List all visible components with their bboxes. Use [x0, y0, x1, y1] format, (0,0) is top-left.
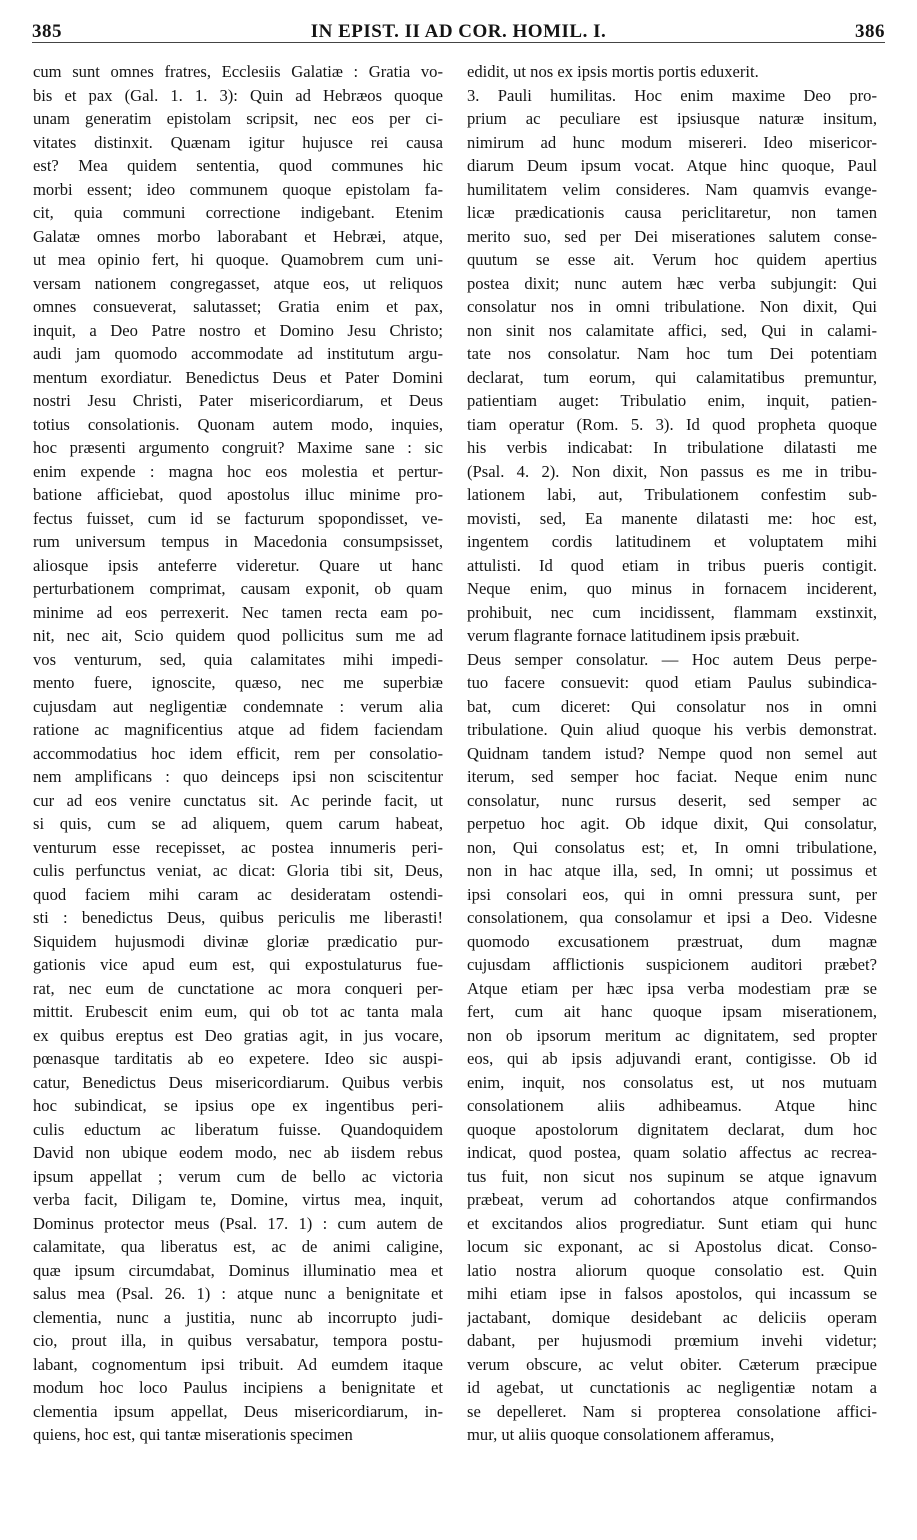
text-line: 3. Pauli humilitas. Hoc enim maxime Deo pro- [467, 85, 877, 105]
text-line: rum universum tempus in Macedonia consumpsisset, [33, 532, 443, 551]
text-line: merito suo, sed per Dei miserationes salutem conse- [467, 226, 877, 246]
text-line: totius consolationis. Quonam autem modo, inquies, [33, 414, 443, 434]
text-line: tus fuit, non sicut nos supinum se atque ignavum [467, 1166, 877, 1186]
text-line: movisti, sed, Ea manente dilatasti me: hoc est, [467, 508, 877, 528]
text-line: quæ ipsum circumdabat, Dominus illuminatio mea et [33, 1260, 443, 1280]
text-line: ex quibus ereptus est Deo gratias agit, in jus vocare, [33, 1025, 443, 1045]
text-line: mento fuere, ignoscite, quæso, nec me superbiæ [33, 673, 443, 692]
page-number-left: 385 [32, 21, 62, 42]
text-line: batione afficiebat, quod apostolus illuc minime pro- [33, 485, 443, 504]
text-line: aliosque ipsis anteferre videretur. Quare ut hanc [33, 555, 443, 575]
text-line: Atque etiam per hæc ipsa verba modestiam præ se [467, 978, 877, 998]
text-line: sti : benedictus Deus, quibus periculis me liberasti! [33, 908, 443, 927]
text-line: versam nationem congregasset, atque eos, ut reliquos [33, 273, 443, 293]
text-line: enim, inquit, nos consolatus est, ut nos mutuam [467, 1072, 877, 1092]
text-line: licæ prædicationis causa periclitaretur, non tamen [467, 203, 877, 222]
text-line: non, Qui consolatus est; et, In omni tribulatione, [467, 837, 877, 857]
text-line: prohibuit, nec cum incidissent, flammam exstinxit, [467, 602, 877, 622]
text-line: David non ubique eodem modo, nec ab iisdem rebus [33, 1143, 443, 1162]
text-line: nit, nec ait, Scio quidem quod pollicitus sum me ad [33, 626, 443, 645]
text-line: se depelleret. Nam si propterea consolatione affici- [467, 1401, 877, 1421]
text-line: Neque enim, quo minus in fornacem inciderent, [467, 579, 877, 598]
text-line: culis perfunctus veniat, ac dicat: Gloria tibi sit, Deus, [33, 861, 443, 880]
text-line: calamitate, qua liberatus est, ac de animi caligine, [33, 1237, 443, 1256]
text-line: ratione ac magnificentius atque ad fidem faciendam [33, 720, 443, 739]
text-line: est? Mea quidem sententia, quod communes hic [33, 156, 443, 175]
text-line: unam generatim epistolam scripsit, nec eos per ci- [33, 109, 443, 128]
text-line: mentum exordiatur. Benedictus Deus et Pater Domini [33, 367, 443, 387]
text-line: salus mea (Psal. 26. 1) : atque nunc a benignitate et [33, 1284, 443, 1303]
text-line: cujusdam afflictionis suspicionem auditori præbet? [467, 955, 877, 974]
text-line: cujusdam aut negligentiæ condemnate : verum alia [33, 696, 443, 716]
page-number-right: 386 [855, 21, 885, 42]
text-line: tate nos consolatur. Nam hoc tum Dei potentiam [467, 344, 877, 363]
text-line: diarum Deum ipsum vocat. Atque hinc quoque, Paul [467, 156, 877, 175]
text-line: cur ad eos venire cunctatus sit. Ac perinde facit, ut [33, 790, 443, 810]
text-line: ut mea opinio fert, hi quoque. Quamobrem cum uni- [33, 250, 443, 269]
text-line: quiens, hoc est, qui tantæ miserationis specimen [33, 1425, 353, 1444]
text-line: attulisti. Id quod etiam in tribus pueris contigit. [467, 555, 877, 575]
text-line: Galatæ omnes morbo laborabant et Hebræi, atque, [33, 226, 443, 246]
text-line: perpetuo hoc agit. Ob idque dixit, Qui consolatur, [467, 814, 877, 833]
text-line: minime ad eos perrexerit. Nec tamen recta eam po- [33, 602, 443, 622]
text-line: pœnasque tarditatis ab eo expetere. Ideo sic auspi- [33, 1049, 443, 1068]
text-line: patientiam auget: Tribulatio enim, inquit, patien- [467, 391, 877, 410]
text-line: non ob ipsorum meritum ac dignitatem, sed propter [467, 1025, 877, 1045]
text-line: accommodatius hoc idem efficit, rem per consolatio- [33, 743, 443, 763]
text-line: cio, prout illa, in quibus versabatur, tempora postu- [33, 1331, 443, 1350]
text-line: Quidnam tandem istud? Nempe quod non semel aut [467, 743, 877, 763]
text-line: et excitandos alios progrediatur. Sunt etiam qui hunc [467, 1213, 877, 1233]
text-line: mur, ut aliis quoque consolationem afferamus, [467, 1425, 775, 1444]
text-line: si quis, cum se ad aliquem, quem carum habeat, [33, 814, 443, 833]
text-line: cit, quia communi correctione indigebant. Etenim [33, 203, 443, 222]
text-line: omnes consueverat, salutasset; Gratia enim et pax, [33, 297, 443, 316]
text-line: Dominus protector meus (Psal. 17. 1) : cum autem de [33, 1213, 443, 1233]
text-line: (Psal. 4. 2). Non dixit, Non passus es me in tribu- [467, 461, 877, 481]
text-line: lationem labi, aut, Tribulationem confestim sub- [467, 485, 877, 504]
text-line: postea dixit; nunc autem hæc verba subjungit: Qui [467, 273, 877, 293]
text-line: inquit, a Deo Patre nostro et Domino Jesu Christo; [33, 320, 443, 340]
text-line: id agebat, ut cunctationis ac negligentiæ notam a [467, 1378, 877, 1397]
text-line: verum flagrante fornace latitudinem ipsis præbuit. [467, 626, 800, 645]
text-line: locum sic exponant, ac si Apostolus dicat. Conso- [467, 1237, 877, 1256]
text-line: clementia, nunc a justitia, nunc ab incorrupto judi- [33, 1307, 443, 1327]
text-line: nostri Jesu Christi, Pater misericordiarum, et Deus [33, 391, 443, 410]
text-line: nimirum ad hunc modum misereri. Ideo misericor- [467, 132, 877, 152]
text-line: Deus semper consolatur. — Hoc autem Deus perpe- [467, 649, 877, 669]
text-line: clementia ipsum appellat, Deus misericordiarum, in- [33, 1401, 443, 1421]
text-line: tribulatione. Quin aliud quoque his verbis demonstrat. [467, 720, 877, 739]
text-line: Siquidem hujusmodi divinæ gloriæ prædicatio pur- [33, 931, 443, 951]
text-line: declarat, tum eorum, qui calamitatibus premuntur, [467, 367, 877, 387]
text-line: quomodo excusationem præstruat, dum magnæ [467, 931, 877, 951]
text-line: cum sunt omnes fratres, Ecclesiis Galatiæ : Gratia vo- [33, 62, 443, 81]
text-line: fert, cum ait hanc quoque ipsam miserationem, [467, 1002, 877, 1021]
text-line: prium ac peculiare est ipsiusque naturæ insitum, [467, 109, 877, 128]
text-line: jactabant, domique desidebant ac deliciis operam [467, 1307, 877, 1327]
text-line: tuo facere consuevit: quod etiam Paulus subindica- [467, 673, 877, 692]
text-line: consolationem, qua consolamur et ipsi a Deo. Videsne [467, 908, 877, 927]
text-line: consolationem aliis adhibeamus. Atque hinc [467, 1096, 877, 1115]
text-line: non sinit nos calamitate affici, sed, Qui in calami- [467, 320, 877, 340]
text-line: tiam operatur (Rom. 5. 3). Id quod propheta quoque [467, 414, 877, 434]
text-line: hoc præsenti argumento congruit? Maxime sane : sic [33, 438, 443, 457]
text-line: non in hac atque illa, sed, In omni; ut possimus et [467, 861, 877, 880]
text-line: fectus fuisset, cum id se facturum spopondisset, ve- [33, 508, 443, 528]
text-line: morbi essent; ideo communem quoque epistolam fa- [33, 179, 443, 199]
text-line: audi jam quomodo accommodate ad institutum argu- [33, 344, 443, 363]
text-line: consolatur, nunc rursus deserit, sed semper ac [467, 790, 877, 810]
text-line: verba facit, Diligam te, Domine, virtus mea, inquit, [33, 1190, 443, 1209]
text-line: bis et pax (Gal. 1. 1. 3): Quin ad Hebræos quoque [33, 85, 443, 105]
text-line: vitates distinxit. Quænam igitur hujusce rei causa [33, 132, 443, 152]
text-line: edidit, ut nos ex ipsis mortis portis eduxerit. [467, 62, 759, 81]
running-title: IN EPIST. II AD COR. HOMIL. I. [310, 21, 607, 42]
text-line: perturbationem comprimat, causam exponit, ob quam [33, 579, 443, 598]
text-line: venturum esse recepisset, ac postea innumeris peri- [33, 837, 443, 857]
text-line: præbeat, verum ad cohortandos atque confirmandos [467, 1190, 877, 1209]
right-column [467, 60, 877, 1447]
text-line: rat, nec eum de cunctatione ac mora conqueri per- [33, 978, 443, 998]
text-line: mittit. Erubescit enim eum, qui ob tot ac tanta mala [33, 1002, 443, 1021]
text-line: bat, cum diceret: Qui consolatur nos in omni [467, 696, 877, 716]
text-line: catur, Benedictus Deus misericordiarum. Quibus verbis [33, 1072, 443, 1092]
text-line: iterum, sed semper hoc faciat. Neque enim nunc [467, 767, 877, 786]
text-line: mihi etiam ipse in falsos apostolos, qui incassum se [467, 1284, 877, 1303]
left-column [33, 60, 443, 1447]
text-line: culis eductum ac liberatum fuisse. Quandoquidem [33, 1119, 443, 1139]
text-line: humilitatem velim consideres. Nam quamvis evange- [467, 179, 877, 199]
text-line: hoc subindicat, se ipsius ope ex ingentibus peri- [33, 1096, 443, 1115]
text-line: gationis vice apud eum est, qui expostulaturus fue- [33, 955, 443, 974]
text-line: his verbis indicabat: In tribulatione dilatasti me [467, 438, 877, 457]
running-header [32, 14, 885, 43]
text-line: quod faciem mihi caram ac desideratam ostendi- [33, 884, 443, 904]
text-line: labant, cognomentum ipsi tribuit. Ad eumdem itaque [33, 1354, 443, 1374]
text-line: quoque apostolorum dignitatem declarat, dum hoc [467, 1119, 877, 1139]
text-line: nem amplificans : quo deinceps ipsi non sciscitentur [33, 767, 443, 786]
text-line: dabant, per hujusmodi prœmium invehi videtur; [467, 1331, 877, 1350]
text-line: ingentem cordis latitudinem et voluptatem mihi [467, 532, 877, 551]
text-line: verum obscure, ac velut obiter. Cæterum præcipue [467, 1354, 877, 1374]
text-line: eos, qui ab ipsis adjuvandi erant, contigisse. Ob id [467, 1049, 877, 1068]
text-line: modum hoc loco Paulus incipiens a benignitate et [33, 1378, 443, 1397]
text-line: ipsi consolari eos, qui in omni pressura sunt, per [467, 884, 877, 904]
text-line: enim expende : magna hoc eos molestia et pertur- [33, 461, 443, 481]
text-line: latio nostra aliorum quoque consolatio est. Quin [467, 1260, 877, 1280]
text-line: consolatur nos in omni tribulatione. Non dixit, Qui [467, 297, 877, 316]
text-line: indicat, quod postea, quam solatio affectus ac recrea- [467, 1143, 877, 1162]
text-line: ipsum appellat ; verum cum de bello ac victoria [33, 1166, 443, 1186]
text-line: vos venturum, sed, quia calamitates mihi impedi- [33, 649, 443, 669]
text-line: quutum se esse ait. Verum hoc quidem apertius [467, 250, 877, 269]
